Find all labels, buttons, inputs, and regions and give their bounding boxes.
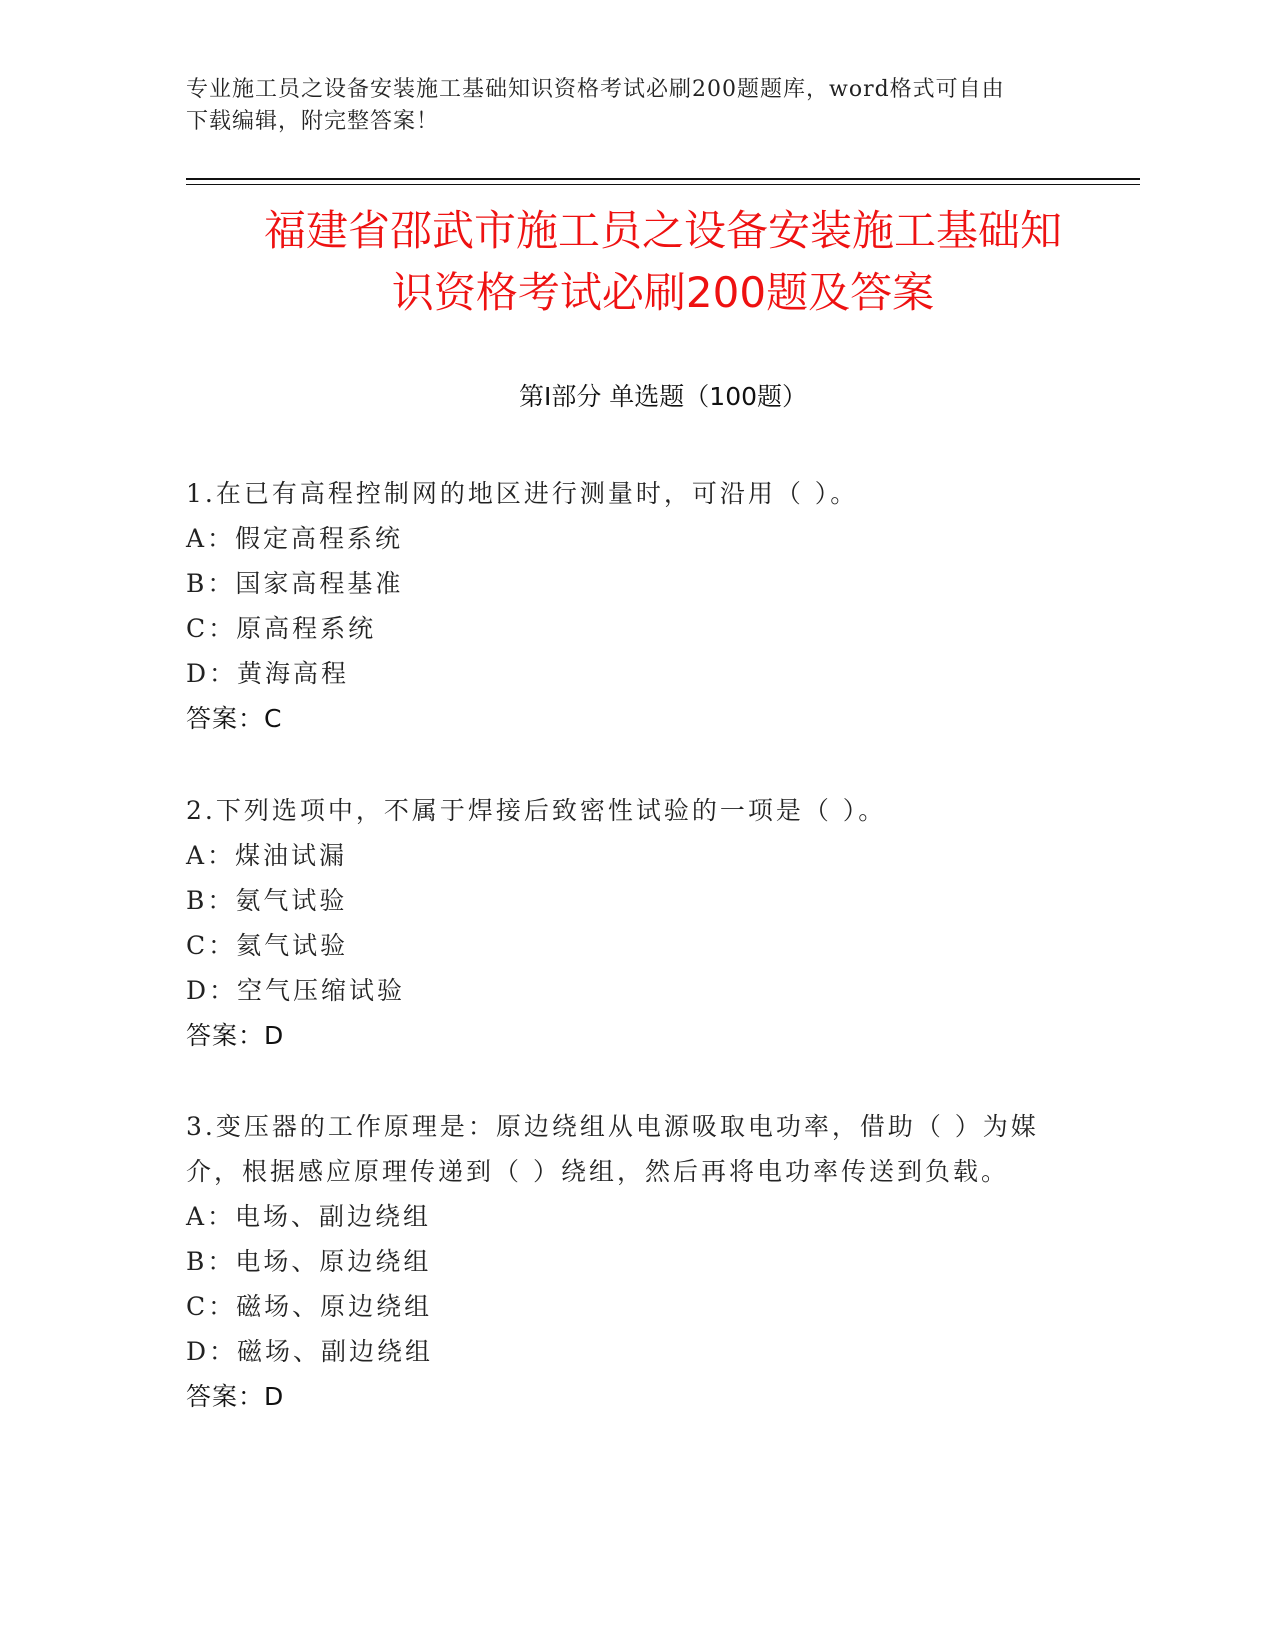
question-stem: 2.下列选项中，不属于焊接后致密性试验的一项是（ ）。 (186, 796, 887, 825)
option-a: A：假定高程系统 (186, 524, 404, 553)
header-divider (186, 178, 1140, 180)
question-stem-continued: 介，根据感应原理传递到（ ）绕组，然后再将电功率传送到负载。 (186, 1157, 1009, 1186)
document-title (186, 200, 1140, 324)
title-line: 识资格考试必刷200题及答案 (391, 268, 935, 317)
title-line: 福建省邵武市施工员之设备安装施工基础知 (263, 206, 1062, 255)
question-stem: 3.变压器的工作原理是：原边绕组从电源吸取电功率，借助（ ）为媒 (186, 1112, 1039, 1141)
header-divider-thin (186, 184, 1140, 185)
option-c: C：原高程系统 (186, 614, 377, 643)
option-a: A：煤油试漏 (186, 841, 348, 870)
option-c: C：磁场、原边绕组 (186, 1292, 433, 1321)
header-note-line: 下载编辑，附完整答案！ (186, 109, 440, 134)
answer-line: 答案：C (186, 704, 283, 733)
option-a: A：电场、副边绕组 (186, 1202, 432, 1231)
option-d: D：磁场、副边绕组 (186, 1337, 434, 1366)
option-d: D：空气压缩试验 (186, 976, 406, 1005)
section-heading: 第Ⅰ部分 单选题（100题） (518, 382, 808, 411)
answer-line: 答案：D (186, 1021, 285, 1050)
option-b: B：国家高程基准 (186, 569, 404, 598)
option-d: D：黄海高程 (186, 659, 350, 688)
header-note-line: 专业施工员之设备安装施工基础知识资格考试必刷200题题库，word格式可自由 (186, 77, 1005, 102)
question-block (186, 1104, 1076, 1419)
option-c: C：氦气试验 (186, 931, 349, 960)
answer-line: 答案：D (186, 1382, 285, 1411)
header-note (186, 74, 1066, 138)
option-b: B：氨气试验 (186, 886, 348, 915)
question-stem: 1.在已有高程控制网的地区进行测量时，可沿用（ ）。 (186, 479, 859, 508)
question-block (186, 471, 1076, 741)
question-block (186, 788, 1076, 1058)
option-b: B：电场、原边绕组 (186, 1247, 432, 1276)
